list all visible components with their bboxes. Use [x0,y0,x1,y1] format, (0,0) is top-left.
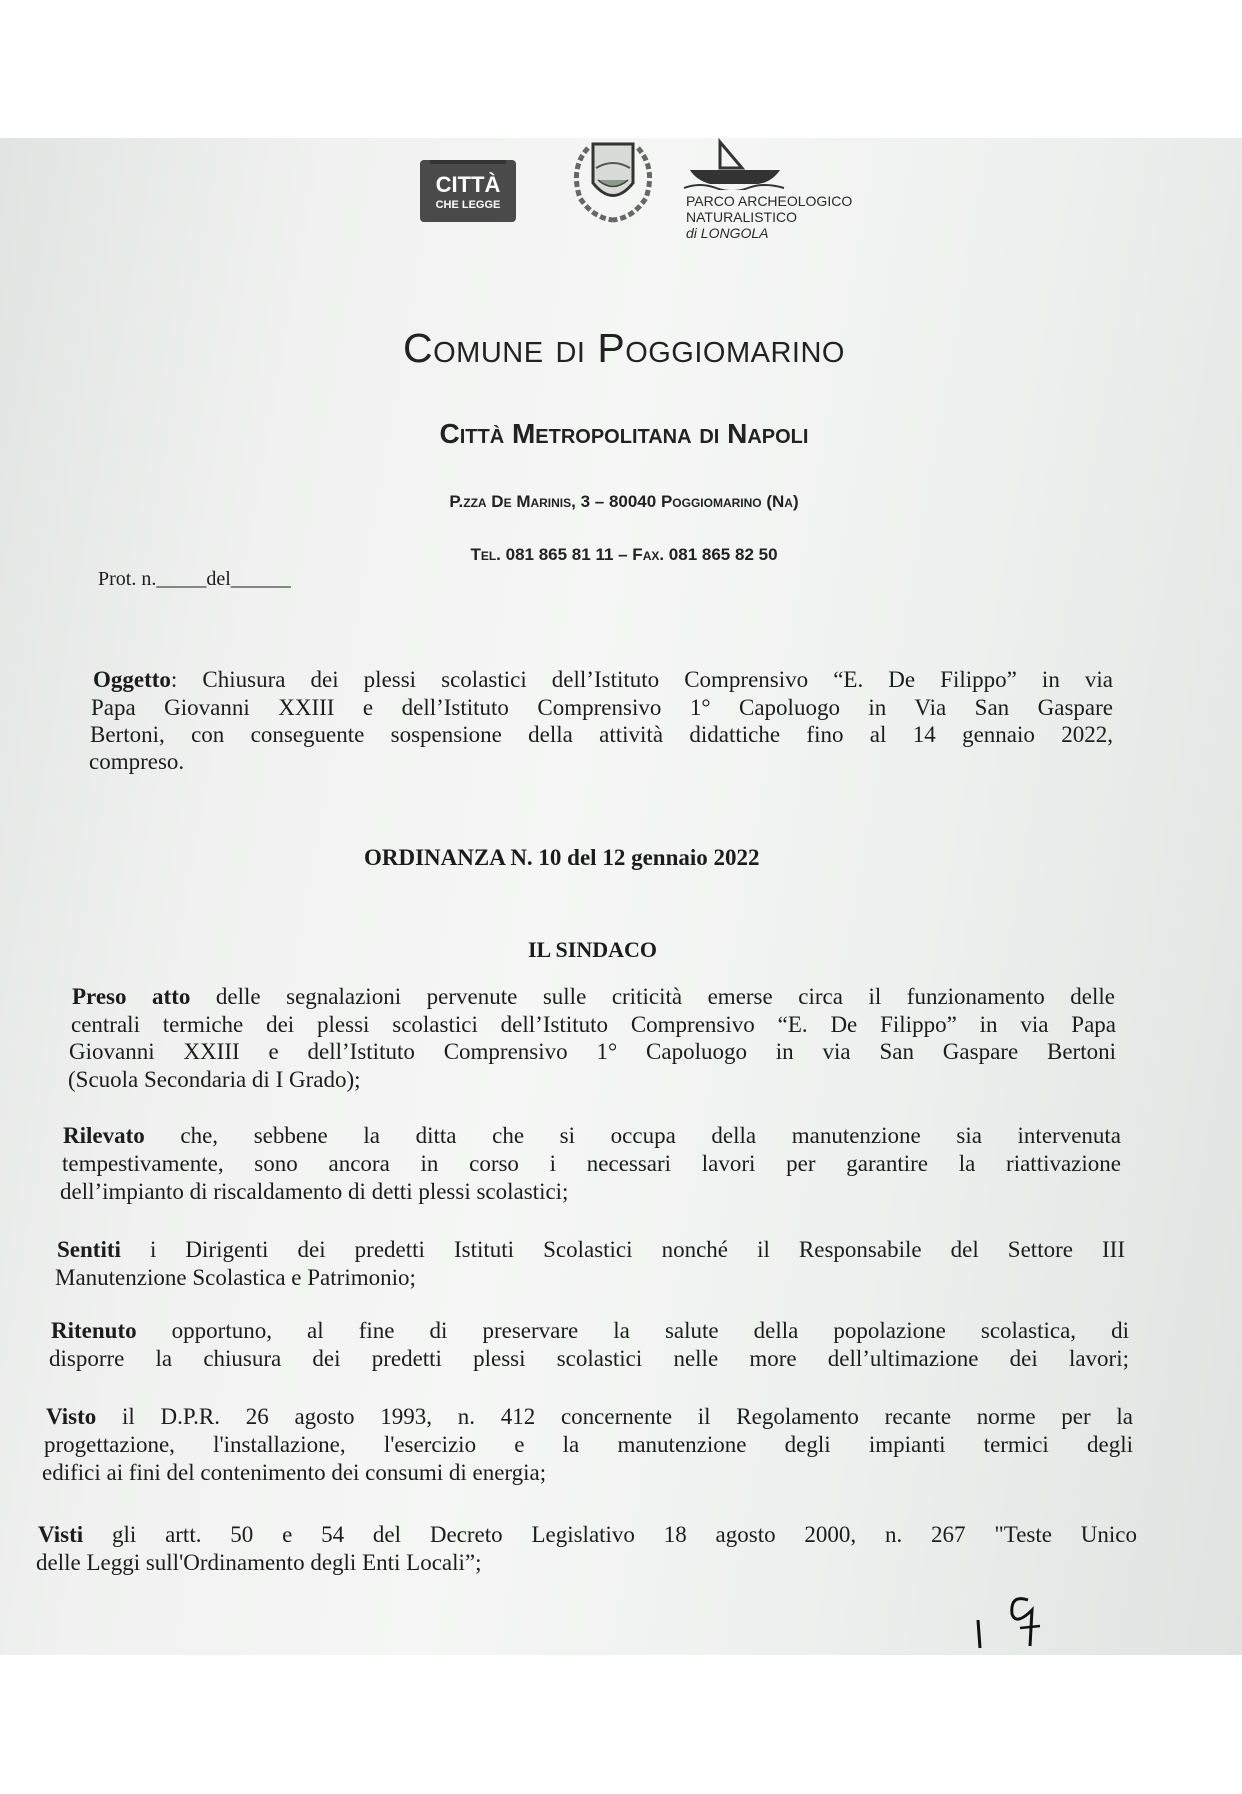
paragraph-line: edifici ai fini del contenimento dei consumi di energia; [42,1460,547,1485]
telephone-line: Tel. 081 865 81 11 – Fax. 081 865 82 50 [470,545,778,564]
paragraph-line: Giovanni XXIII e dell’Istituto Comprensivo 1° Capoluogo in via San Gaspare Bertoni [69,1039,1116,1064]
parco-logo-text [686,193,852,241]
oggetto-line-4: compreso. [89,749,185,774]
paragraph-text: gli artt. 50 e 54 del Decreto Legislativo 18 agosto 2000, n. 267 "Teste Unico [83,1522,1137,1547]
paragraph-text: delle segnalazioni pervenute sulle criticità emerse circa il funzionamento delle [190,984,1115,1009]
citta-logo-text: CITTÀ [435,172,501,197]
handwritten-page-mark-icon [970,1580,1050,1650]
paragraph-keyword: Sentiti [57,1237,121,1262]
paragraph-line [57,1236,1125,1264]
oggetto-text: : Chiusura dei plessi scolastici dell’Istituto Comprensivo “E. De Filippo” in via [170,667,1113,692]
paragraph-line: disporre la chiusura dei predetti plessi scolastici nelle more dell’ultimazione dei lavori; [49,1346,1129,1371]
paragraph-line: progettazione, l'installazione, l'esercizio e la manutenzione degli impianti termici degli [44,1432,1133,1457]
paragraph-text: che, sebbene la ditta che si occupa della manutenzione sia intervenuta [144,1123,1121,1148]
paragraph-line [38,1521,1137,1549]
paragraph-line: Manutenzione Scolastica e Patrimonio; [55,1265,416,1290]
paragraph-keyword: Visto [46,1404,97,1429]
paragraph-text: i Dirigenti dei predetti Istituti Scolastici nonché il Responsabile del Settore III [120,1237,1125,1262]
paragraph-keyword: Visti [38,1522,84,1547]
ordinanza-number: ORDINANZA N. 10 del 12 gennaio 2022 [364,845,760,870]
paragraph-text: opportuno, al fine di preservare la salute della popolazione scolastica, di [136,1318,1129,1343]
paragraph-line [46,1403,1133,1431]
paragraph-keyword: Ritenuto [51,1318,137,1343]
citta-metropolitana-subtitle: Città Metropolitana di Napoli [439,418,809,449]
parco-line-1: PARCO ARCHEOLOGICO [686,193,853,209]
che-legge-logo-text: CHE LEGGE [435,199,501,211]
paragraph-line: centrali termiche dei plessi scolastici dell’Istituto Comprensivo “E. De Filippo” in via Papa [71,1012,1116,1037]
parco-line-3: di LONGOLA [686,225,769,241]
paragraph-line: dell’impianto di riscaldamento di detti plessi scolastici; [60,1179,569,1204]
parco-line-2: NATURALISTICO [686,209,797,225]
address-line: P.zza De Marinis, 3 – 80040 Poggiomarino (Na) [449,492,799,511]
paragraph-line: tempestivamente, sono ancora in corso i necessari lavori per garantire la riattivazione [62,1151,1121,1176]
paragraph-line [63,1122,1121,1150]
oggetto-label: Oggetto [93,667,171,692]
il-sindaco-heading: IL SINDACO [528,937,657,962]
paragraph-keyword: Rilevato [63,1123,145,1148]
logo-row [380,138,860,241]
paragraph-text: il D.P.R. 26 agosto 1993, n. 412 concernente il Regolamento recante norme per la [96,1404,1133,1429]
oggetto-line-2: Papa Giovanni XXIII e dell’Istituto Comprensivo 1° Capoluogo in Via San Gaspare [91,695,1113,720]
paragraph-line [51,1317,1129,1345]
protocol-number: Prot. n._____del______ [98,568,291,590]
oggetto-line-3: Bertoni, con conseguente sospensione della attività didattiche fino al 14 gennaio 2022, [90,722,1113,747]
comune-title: Comune di Poggiomarino [403,325,845,371]
oggetto-line-1 [93,666,1113,694]
comune-crest-icon [558,138,668,224]
parco-longola-logo [680,138,860,248]
paragraph-keyword: Preso atto [72,984,191,1009]
paragraph-line: (Scuola Secondaria di I Grado); [68,1067,361,1092]
paragraph-line [72,983,1115,1011]
citta-che-legge-logo [420,160,516,222]
paragraph-line: delle Leggi sull'Ordinamento degli Enti Locali”; [36,1550,482,1575]
boat-icon [680,138,790,190]
